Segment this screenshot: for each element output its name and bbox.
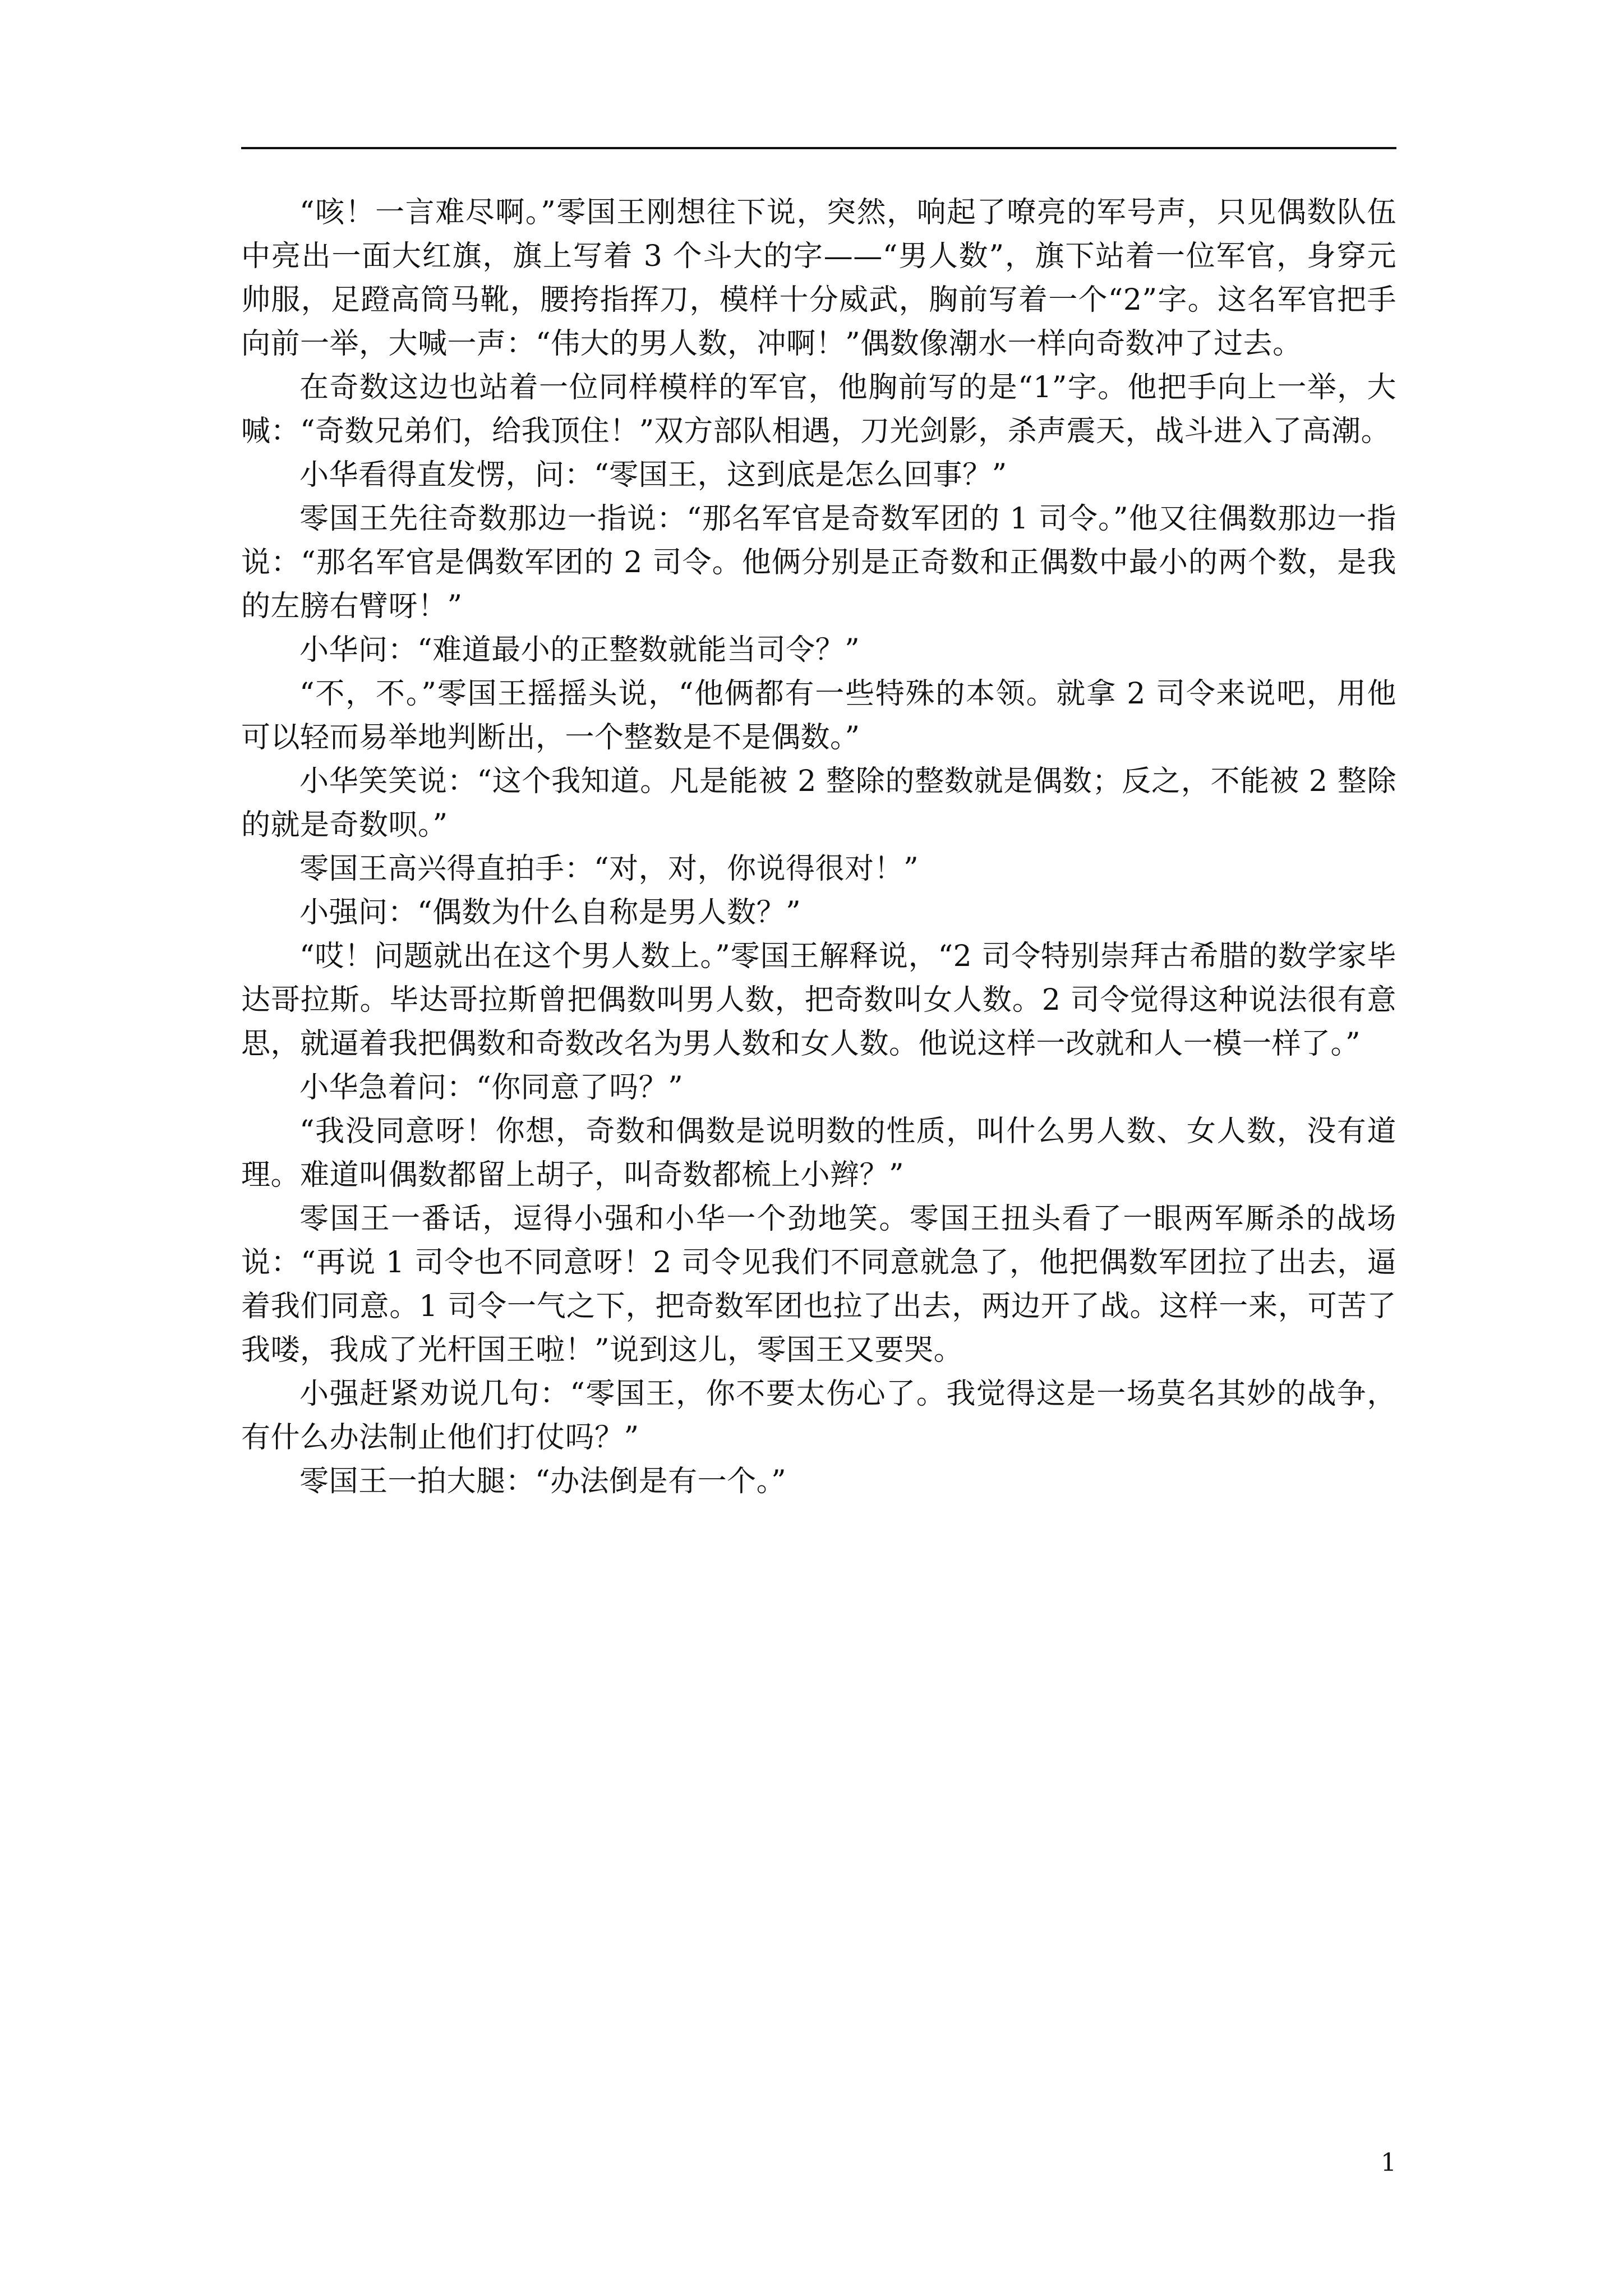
header-rule [241,147,1396,149]
paragraph: “我没同意呀！你想，奇数和偶数是说明数的性质，叫什么男人数、女人数，没有道理。难道叫偶数都留上胡子，叫奇数都梳上小辫？” [241,1115,1396,1192]
paragraph: 零国王一番话，逗得小强和小华一个劲地笑。零国王扭头看了一眼两军厮杀的战场说：“再说 1 司令也不同意呀！2 司令见我们不同意就急了，他把偶数军团拉了出去，逼着我们同意。1 司令一气之下，把奇数军团也拉了出去，两边开了战。这样一来，可苦了我喽，我成了光杆国王啦！”说到这儿，零国王又要哭。 [241,1202,1396,1367]
paragraph: 小华问：“难道最小的正整数就能当司令？” [299,633,860,667]
paragraph: “哎！问题就出在这个男人数上。”零国王解释说，“2 司令特别崇拜古希腊的数学家毕达哥拉斯。毕达哥拉斯曾把偶数叫男人数，把奇数叫女人数。2 司令觉得这种说法很有意思，就逼着我把偶数和奇数改名为男人数和女人数。他说这样一改就和人一模一样了。” [241,940,1396,1061]
paragraph: 零国王高兴得直拍手：“对，对，你说得很对！” [299,852,919,886]
paragraph: 小强问：“偶数为什么自称是男人数？” [299,896,801,930]
paragraph: 零国王先往奇数那边一指说：“那名军官是奇数军团的 1 司令。”他又往偶数那边一指说：“那名军官是偶数军团的 2 司令。他俩分别是正奇数和正偶数中最小的两个数，是我的左膀右臂呀！” [241,502,1396,623]
paragraph: 零国王一拍大腿：“办法倒是有一个。” [299,1465,787,1498]
page-number: 1 [1381,2148,1396,2177]
paragraph: 小华笑笑说：“这个我知道。凡是能被 2 整除的整数就是偶数；反之，不能被 2 整除的就是奇数呗。” [241,765,1396,842]
paragraph: 小华急着问：“你同意了吗？” [299,1071,684,1105]
document-body [241,191,1396,1503]
paragraph: “咳！一言难尽啊。”零国王刚想往下说，突然，响起了嘹亮的军号声，只见偶数队伍中亮出一面大红旗，旗上写着 3 个斗大的字——“男人数”，旗下站着一位军官，身穿元帅服，足蹬高筒马靴，腰挎指挥刀，模样十分威武，胸前写着一个“2”字。这名军官把手向前一举，大喊一声：“伟大的男人数，冲啊！”偶数像潮水一样向奇数冲了过去。 [241,196,1396,361]
paragraph: “不，不。”零国王摇摇头说，“他俩都有一些特殊的本领。就拿 2 司令来说吧，用他可以轻而易举地判断出，一个整数是不是偶数。” [241,677,1396,754]
paragraph: 小强赶紧劝说几句：“零国王，你不要太伤心了。我觉得这是一场莫名其妙的战争，有什么办法制止他们打仗吗？” [241,1377,1396,1455]
paragraph: 小华看得直发愣，问：“零国王，这到底是怎么回事？” [299,458,1007,492]
paragraph: 在奇数这边也站着一位同样模样的军官，他胸前写的是“1”字。他把手向上一举，大喊：“奇数兄弟们，给我顶住！”双方部队相遇，刀光剑影，杀声震天，战斗进入了高潮。 [241,371,1396,448]
